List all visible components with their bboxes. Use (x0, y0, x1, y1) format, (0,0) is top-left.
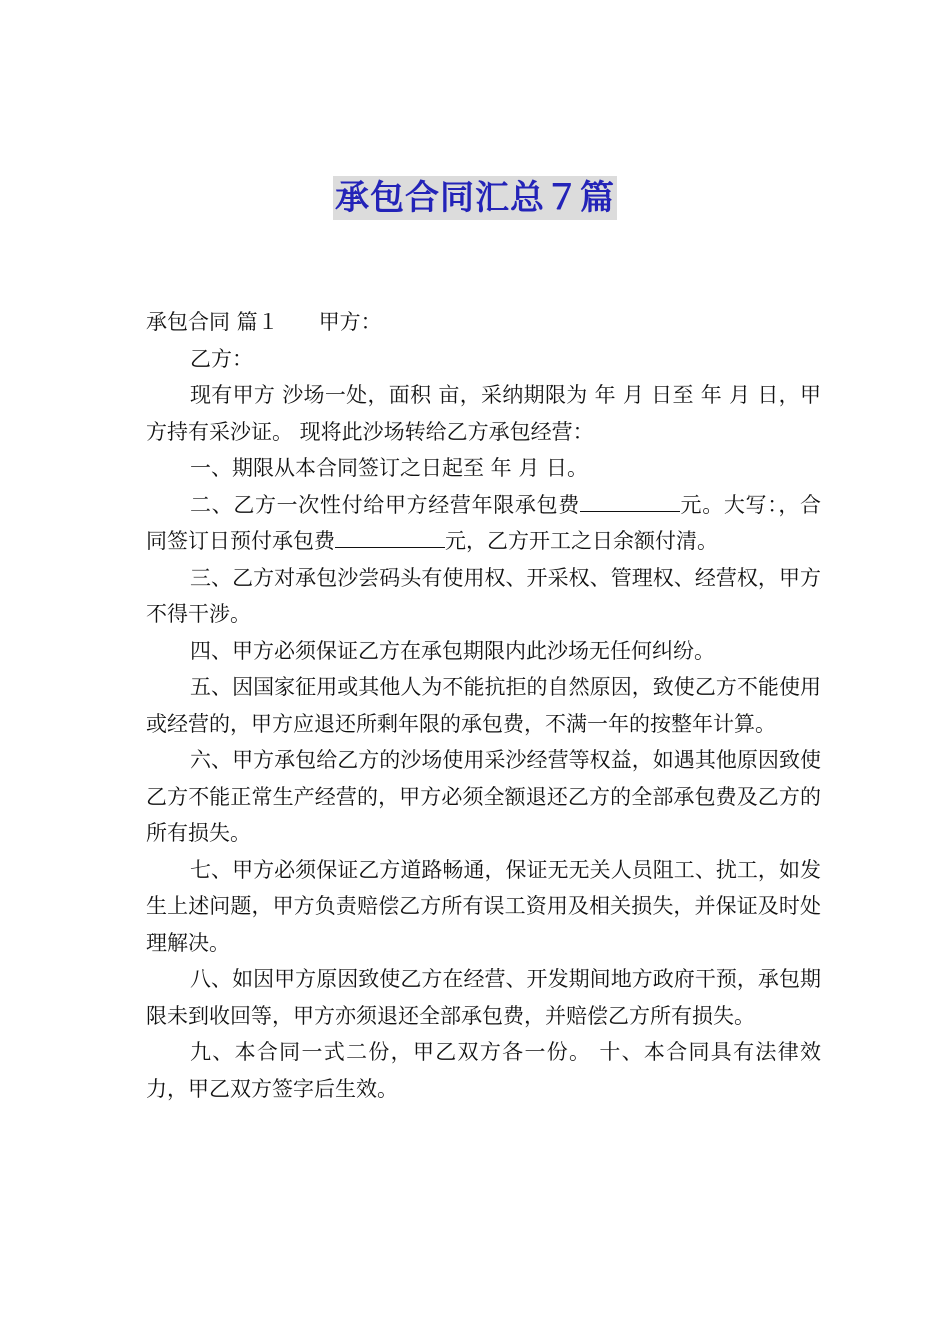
clause-2-part-a: 二、乙方一次性付给甲方经营年限承包费 (190, 492, 580, 517)
party-a-label: 甲方： (318, 310, 382, 334)
fee-blank-line (580, 487, 680, 512)
prepay-blank-line (335, 523, 445, 548)
clause-6: 六、甲方承包给乙方的沙场使用采沙经营等权益，如遇其他原因致使乙方不能正常生产经营的，甲方必须全额退还乙方的全部承包费及乙方的所有损失。 (146, 748, 821, 845)
clause-2-part-c: 元，乙方开工之日余额付清。 (445, 529, 718, 553)
clause-9-10: 九、本合同一式二份，甲乙双方各一份。 十、本合同具有法律效力，甲乙双方签字后生效。 (146, 1040, 821, 1101)
intro-paragraph: 现有甲方 沙场一处，面积 亩，采纳期限为 年 月 日至 年 月 日，甲方持有采沙证。 现将此沙场转给乙方承包经营： (146, 383, 821, 444)
clause-4: 四、甲方必须保证乙方在承包期限内此沙场无任何纠纷。 (190, 638, 715, 663)
clause-7: 七、甲方必须保证乙方道路畅通，保证无无关人员阻工、扰工，如发生上述问题，甲方负责赔偿乙方所有误工资用及相关损失，并保证及时处理解决。 (146, 857, 821, 955)
document-title: 承包合同汇总７篇 (335, 178, 615, 218)
document-body (146, 304, 821, 1107)
clause-2-part-b: 元。大写：，合同签订日预付承包费 (146, 492, 822, 553)
title-container (0, 176, 950, 220)
clause-8: 八、如因甲方原因致使乙方在经营、开发期间地方政府干预，承包期限未到收回等，甲方亦须退还全部承包费，并赔偿乙方所有损失。 (146, 967, 821, 1028)
clause-5: 五、因国家征用或其他人为不能抗拒的自然原因，致使乙方不能使用或经营的，甲方应退还所剩年限的承包费，不满一年的按整年计算。 (146, 675, 821, 736)
clause-1: 一、期限从本合同签订之日起至 年 月 日。 (190, 456, 589, 480)
clause-3: 三、乙方对承包沙尝码头有使用权、开采权、管理权、经营权，甲方不得干涉。 (146, 565, 821, 626)
section-heading-line (146, 304, 821, 341)
party-b-label: 乙方： (190, 346, 253, 371)
clause-2 (146, 487, 821, 560)
section-heading: 承包合同 篇１ (146, 310, 279, 334)
